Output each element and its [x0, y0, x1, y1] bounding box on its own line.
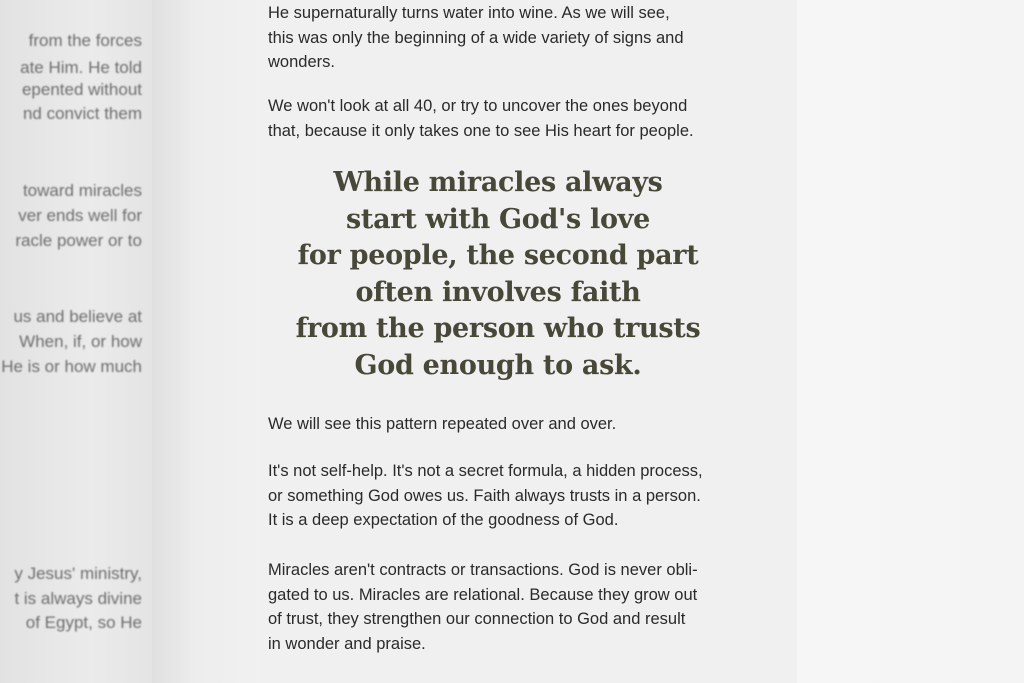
- quote-line: often involves faith: [355, 276, 641, 308]
- text-line: He supernaturally turns water into wine. As we will see,: [268, 4, 670, 22]
- text-line: wonders.: [268, 53, 335, 71]
- text-line: Miracles aren't contracts or transactions. God is never obli-: [268, 561, 698, 579]
- left-text-fragment: us and believe at: [13, 307, 142, 326]
- pull-quote: [268, 165, 728, 384]
- left-text-fragment: racle power or to: [15, 231, 142, 250]
- left-text-fragment: ate Him. He told: [20, 58, 142, 77]
- quote-line: start with God's love: [346, 203, 650, 235]
- text-line: We won't look at all 40, or try to uncover the ones beyond: [268, 97, 688, 115]
- text-line: of trust, they strengthen our connection to God and result: [268, 610, 686, 628]
- left-text-fragment: ver ends well for: [18, 206, 142, 225]
- left-text-fragment: y Jesus' ministry,: [14, 564, 142, 583]
- paragraph-miracles-relational: [268, 558, 738, 656]
- page-edge-background: [797, 0, 1024, 683]
- paragraph-pattern: [268, 412, 738, 437]
- paragraph-self-help: [268, 459, 738, 533]
- text-line: It is a deep expectation of the goodness of God.: [268, 511, 619, 529]
- paragraph-water-into-wine: [268, 1, 738, 75]
- left-page: [0, 0, 152, 683]
- text-line: that, because it only takes one to see His heart for people.: [268, 121, 694, 140]
- quote-line: for people, the second part: [297, 240, 699, 271]
- quote-line: God enough to ask.: [354, 349, 642, 381]
- paragraph-all-40: [268, 94, 738, 143]
- quote-line: from the person who trusts: [295, 313, 701, 344]
- left-text-fragment: epented without: [21, 80, 142, 99]
- left-text-fragment: toward miracles: [22, 181, 142, 200]
- text-line: It's not self-help. It's not a secret formula, a hidden process,: [268, 462, 703, 480]
- left-text-fragment: of Egypt, so He: [25, 613, 142, 632]
- text-line: in wonder and praise.: [268, 634, 426, 653]
- left-text-fragment: from the forces: [28, 31, 142, 50]
- text-line: gated to us. Miracles are relational. Because they grow out: [268, 585, 698, 604]
- quote-line: While miracles always: [333, 167, 663, 198]
- left-text-fragment: t is always divine: [14, 589, 142, 608]
- book-gutter: [152, 0, 262, 683]
- left-text-fragment: nd convict them: [22, 104, 142, 123]
- text-line: or something God owes us. Faith always trusts in a person.: [268, 486, 701, 505]
- text-line: this was only the beginning of a wide variety of signs and: [268, 28, 684, 47]
- left-text-fragment: When, if, or how: [19, 332, 142, 351]
- left-text-fragment: He is or how much: [1, 357, 142, 376]
- text-line: We will see this pattern repeated over and over.: [268, 415, 617, 433]
